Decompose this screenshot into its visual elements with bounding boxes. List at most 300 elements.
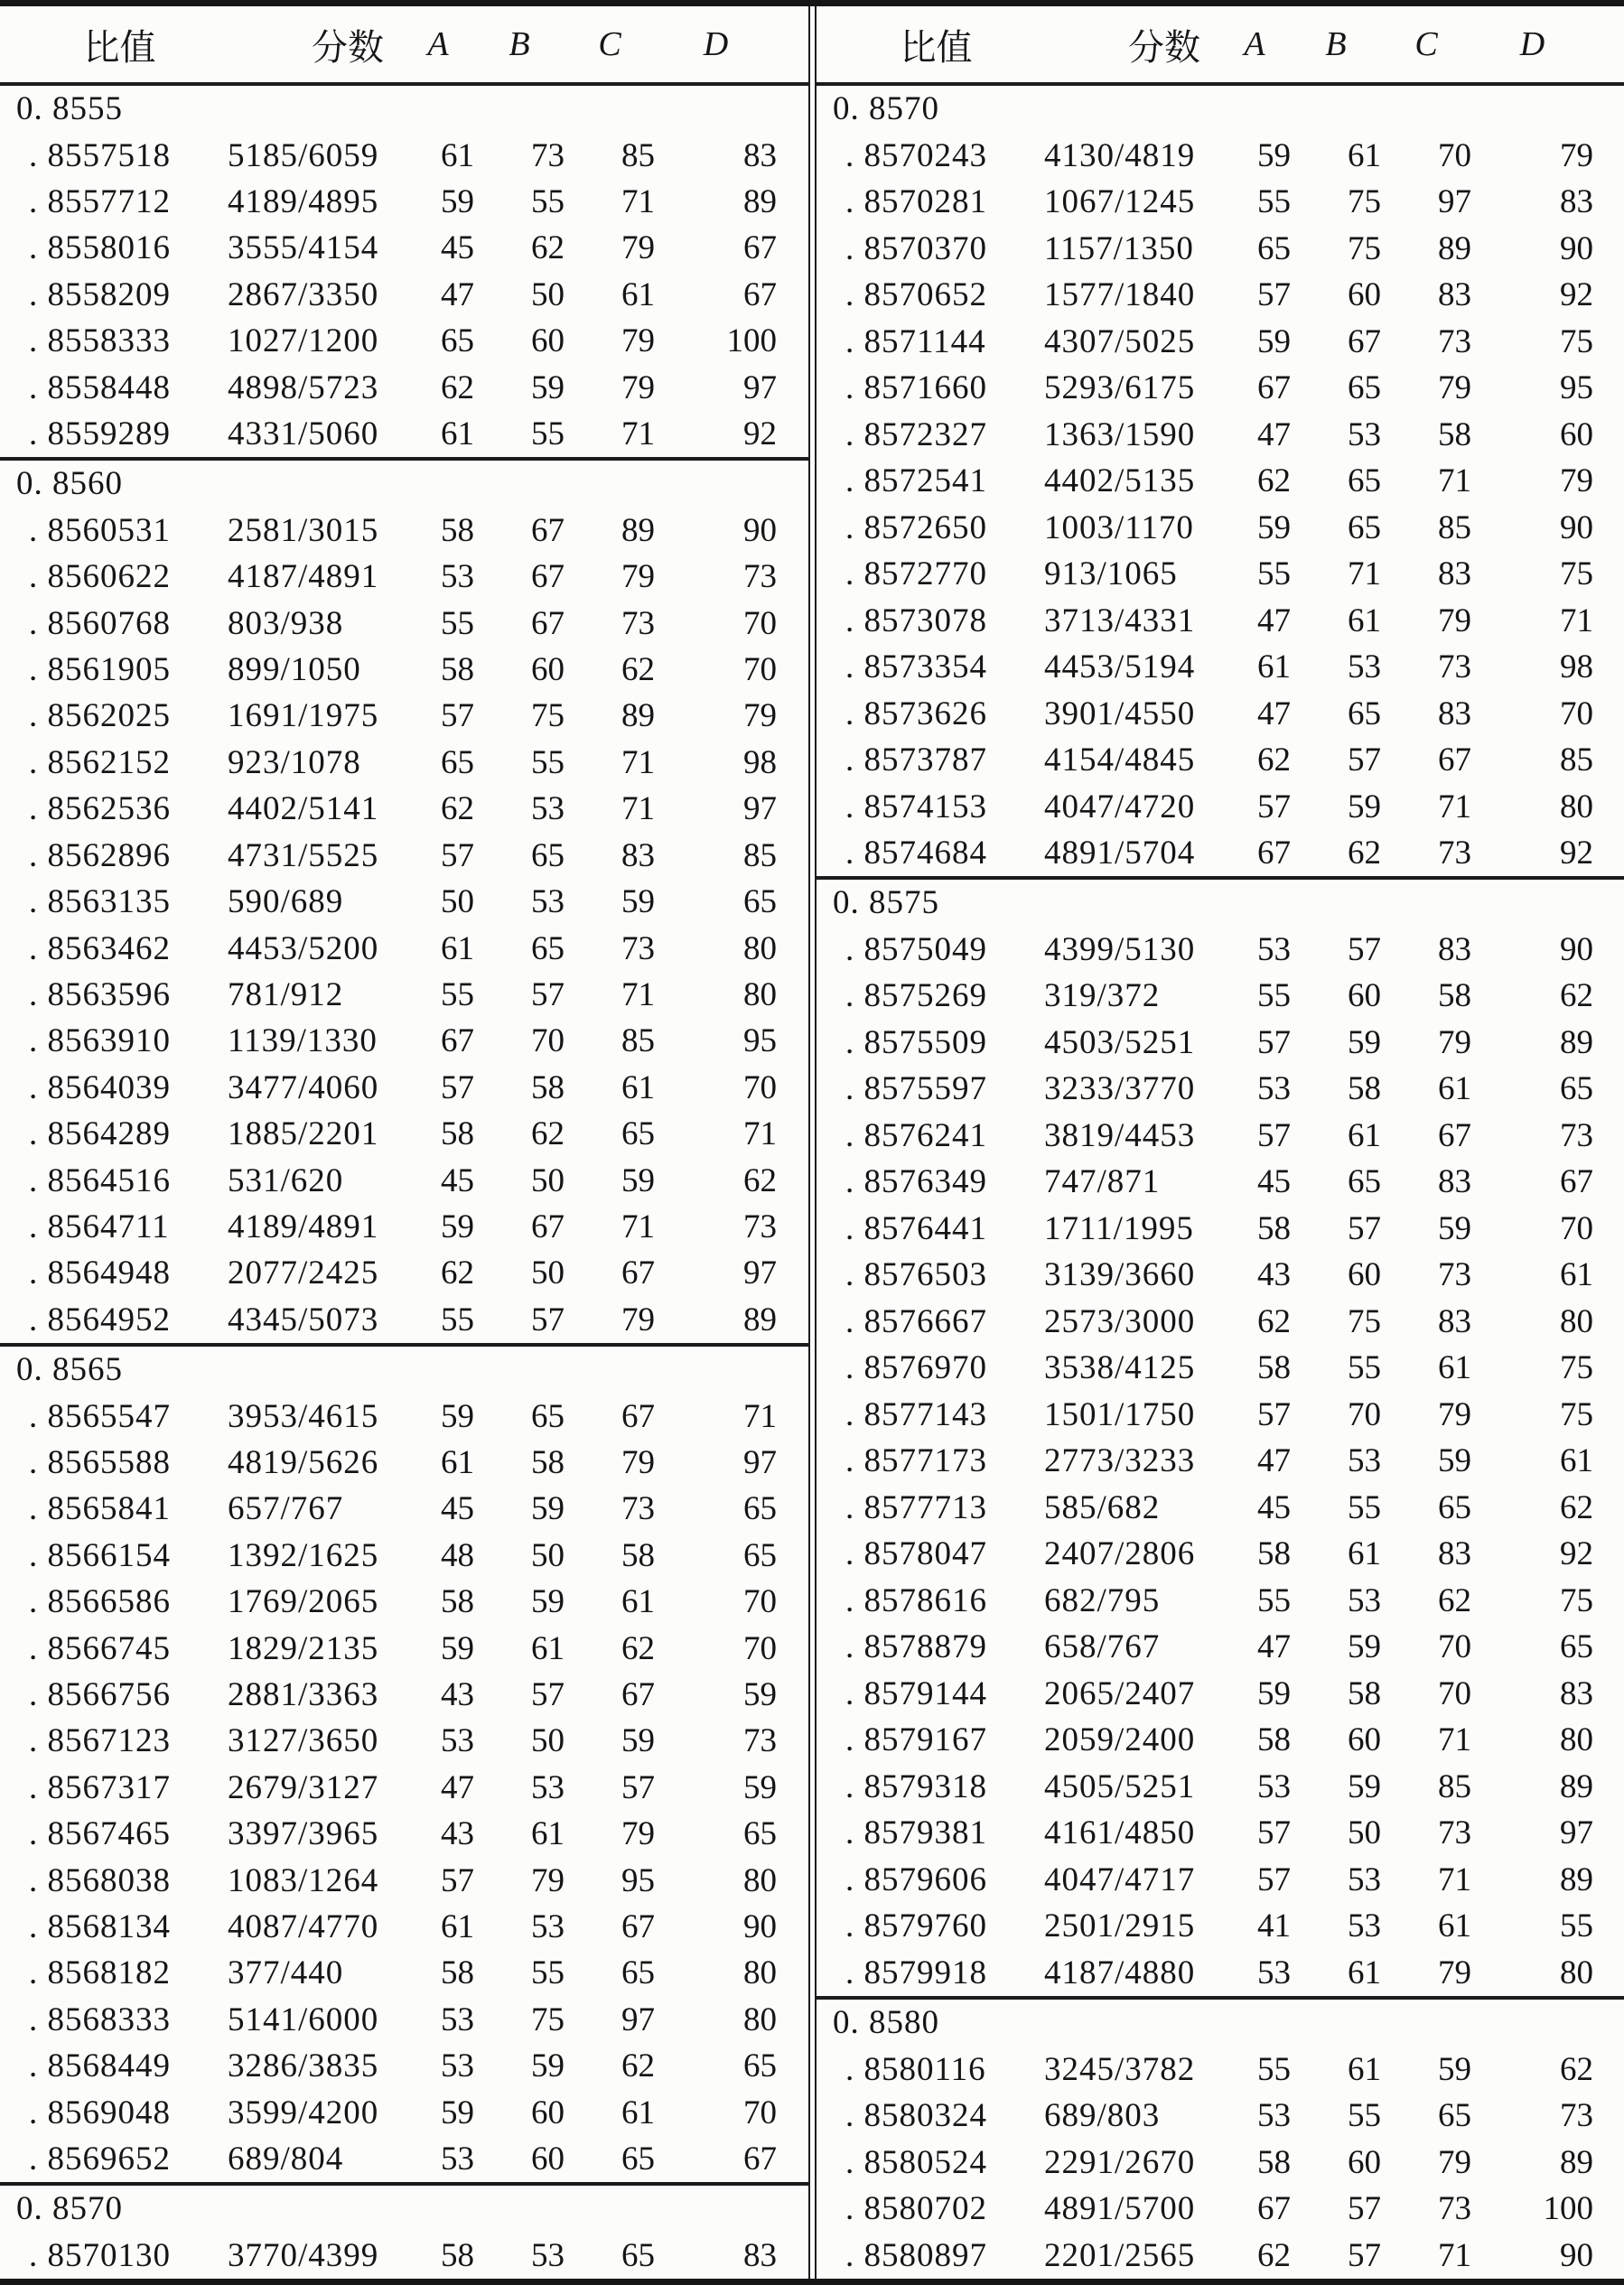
score-c-cell: 79: [1438, 602, 1471, 639]
table-row: [0, 1997, 808, 2043]
score-b-cell: 60: [1348, 1256, 1381, 1294]
score-d-cell: 61: [1560, 1256, 1593, 1294]
score-a-cell: 53: [441, 2001, 474, 2038]
table-row: [817, 1113, 1624, 1159]
score-c-cell: 62: [621, 651, 655, 689]
score-a-cell: 59: [1257, 1674, 1291, 1712]
ratio-cell: . 8558448: [29, 368, 171, 406]
score-c-cell: 79: [621, 1443, 655, 1481]
table-row: [0, 2089, 808, 2135]
fraction-cell: 4130/4819: [1044, 136, 1196, 174]
ratio-cell: . 8563596: [29, 975, 171, 1013]
table-row: [0, 1393, 808, 1439]
fraction-cell: 1691/1975: [228, 697, 379, 735]
ratio-cell: . 8574684: [845, 834, 987, 872]
score-a-cell: 65: [441, 743, 474, 781]
score-b-cell: 59: [1348, 788, 1381, 825]
group-header-row: [0, 1343, 808, 1393]
score-a-cell: 47: [1257, 695, 1291, 732]
ratio-cell: . 8564516: [29, 1161, 171, 1199]
table-row: [0, 1672, 808, 1718]
score-b-cell: 60: [1348, 276, 1381, 314]
fraction-cell: 1027/1200: [228, 322, 379, 360]
table-row: [0, 1625, 808, 1671]
table-row: [0, 693, 808, 739]
table-row: [0, 740, 808, 786]
score-b-cell: 50: [531, 275, 565, 313]
score-a-cell: 47: [1257, 415, 1291, 453]
ratio-cell: . 8562025: [29, 697, 171, 735]
score-a-cell: 57: [1257, 1395, 1291, 1433]
fraction-cell: 3770/4399: [228, 2236, 379, 2274]
score-c-cell: 97: [621, 2001, 655, 2038]
fraction-cell: 4189/4895: [228, 183, 379, 221]
table-row: [0, 1297, 808, 1343]
score-c-cell: 71: [621, 183, 655, 221]
score-c-cell: 59: [621, 883, 655, 921]
score-b-cell: 67: [531, 511, 565, 549]
score-d-cell: 92: [1560, 276, 1593, 314]
score-a-cell: 55: [441, 1301, 474, 1338]
score-a-cell: 62: [1257, 462, 1291, 500]
score-a-cell: 65: [441, 322, 474, 360]
score-d-cell: 70: [743, 604, 777, 642]
fraction-cell: 682/795: [1044, 1581, 1161, 1619]
fraction-cell: 1157/1350: [1044, 229, 1194, 267]
table-row: [817, 272, 1624, 318]
group-header-row: [0, 86, 808, 132]
table-row: [0, 1440, 808, 1486]
score-d-cell: 65: [743, 1536, 777, 1574]
score-d-cell: 70: [743, 651, 777, 689]
score-c-cell: 62: [621, 1629, 655, 1667]
ratio-cell: . 8568134: [29, 1908, 171, 1946]
score-a-cell: 67: [441, 1022, 474, 1060]
group-header-row: [0, 457, 808, 507]
score-d-cell: 65: [1560, 1070, 1593, 1108]
score-d-cell: 95: [743, 1022, 777, 1060]
score-d-cell: 75: [1560, 322, 1593, 360]
score-d-cell: 100: [1543, 2190, 1593, 2228]
ratio-cell: . 8575509: [845, 1023, 987, 1061]
score-d-cell: 80: [743, 975, 777, 1013]
score-d-cell: 97: [1560, 1814, 1593, 1852]
column-header-d: D: [703, 25, 729, 63]
score-c-cell: 58: [1438, 977, 1471, 1015]
score-b-cell: 57: [1348, 741, 1381, 779]
ratio-cell: . 8571660: [845, 369, 987, 407]
score-a-cell: 62: [1257, 2236, 1291, 2274]
score-c-cell: 62: [1438, 1581, 1471, 1619]
fraction-cell: 5141/6000: [228, 2001, 379, 2038]
table-row: [817, 737, 1624, 783]
ratio-cell: . 8572327: [845, 415, 987, 453]
fraction-cell: 803/938: [228, 604, 344, 642]
fraction-cell: 2059/2400: [1044, 1721, 1196, 1759]
score-d-cell: 61: [1560, 1442, 1593, 1480]
ratio-cell: 0. 8570: [833, 90, 939, 128]
ratio-cell: . 8562896: [29, 836, 171, 874]
score-d-cell: 65: [743, 1815, 777, 1853]
table-row: [817, 1949, 1624, 1995]
score-d-cell: 59: [743, 1676, 777, 1714]
score-c-cell: 70: [1438, 1674, 1471, 1712]
score-d-cell: 100: [726, 322, 777, 360]
ratio-cell: . 8580116: [845, 2050, 986, 2088]
score-a-cell: 57: [1257, 1116, 1291, 1154]
ratio-cell: . 8557712: [29, 183, 171, 221]
table-row: [817, 132, 1624, 178]
fraction-cell: 3397/3965: [228, 1815, 379, 1853]
score-c-cell: 89: [621, 697, 655, 735]
table-row: [817, 179, 1624, 225]
table-row: [0, 1904, 808, 1950]
table-row: [817, 1345, 1624, 1391]
ratio-cell: . 8576441: [845, 1209, 987, 1247]
ratio-cell: . 8574153: [845, 788, 987, 825]
score-b-cell: 59: [531, 368, 565, 406]
table-row: [817, 1159, 1624, 1205]
fraction-cell: 4399/5130: [1044, 930, 1196, 968]
fraction-cell: 3245/3782: [1044, 2050, 1196, 2088]
score-b-cell: 65: [1348, 508, 1381, 546]
score-b-cell: 53: [1348, 1442, 1381, 1480]
score-b-cell: 65: [531, 929, 565, 967]
table-row: [817, 597, 1624, 643]
table-row: [817, 1763, 1624, 1809]
fraction-cell: 923/1078: [228, 743, 361, 781]
score-a-cell: 55: [441, 975, 474, 1013]
score-d-cell: 75: [1560, 1395, 1593, 1433]
table-row: [817, 318, 1624, 364]
score-d-cell: 70: [743, 2094, 777, 2131]
ratio-cell: . 8579167: [845, 1721, 987, 1759]
ratio-cell: . 8578879: [845, 1628, 987, 1666]
ratio-cell: . 8565588: [29, 1443, 171, 1481]
score-c-cell: 67: [621, 1397, 655, 1435]
score-c-cell: 59: [1438, 2050, 1471, 2088]
score-b-cell: 67: [531, 604, 565, 642]
score-c-cell: 79: [1438, 369, 1471, 407]
table-row: [0, 1533, 808, 1579]
score-c-cell: 62: [621, 2047, 655, 2085]
score-d-cell: 97: [743, 790, 777, 828]
score-a-cell: 61: [441, 1908, 474, 1946]
score-c-cell: 70: [1438, 1628, 1471, 1666]
score-b-cell: 58: [1348, 1070, 1381, 1108]
score-a-cell: 58: [441, 1115, 474, 1153]
table-row: [817, 2139, 1624, 2185]
score-a-cell: 62: [441, 790, 474, 828]
score-b-cell: 70: [1348, 1395, 1381, 1433]
score-a-cell: 65: [1257, 229, 1291, 267]
fraction-cell: 3538/4125: [1044, 1349, 1196, 1387]
score-b-cell: 60: [531, 2094, 565, 2131]
ratio-cell: . 8579144: [845, 1674, 987, 1712]
score-d-cell: 98: [743, 743, 777, 781]
score-b-cell: 55: [1348, 1488, 1381, 1526]
ratio-cell: . 8577173: [845, 1442, 987, 1480]
score-a-cell: 58: [441, 651, 474, 689]
score-a-cell: 45: [441, 229, 474, 267]
score-d-cell: 75: [1560, 1581, 1593, 1619]
score-a-cell: 41: [1257, 1907, 1291, 1945]
score-b-cell: 61: [1348, 1116, 1381, 1154]
score-d-cell: 62: [1560, 2050, 1593, 2088]
ratio-cell: . 8575269: [845, 977, 987, 1015]
score-c-cell: 65: [1438, 2097, 1471, 2135]
score-a-cell: 58: [441, 1954, 474, 1992]
fraction-cell: 1577/1840: [1044, 276, 1196, 314]
score-a-cell: 55: [1257, 555, 1291, 593]
table-row: [817, 1299, 1624, 1345]
score-a-cell: 45: [1257, 1488, 1291, 1526]
score-b-cell: 53: [1348, 1907, 1381, 1945]
score-a-cell: 43: [441, 1815, 474, 1853]
fraction-cell: 4819/5626: [228, 1443, 379, 1481]
score-a-cell: 58: [1257, 1349, 1291, 1387]
score-d-cell: 90: [1560, 930, 1593, 968]
score-d-cell: 97: [743, 1254, 777, 1292]
table-row: [0, 879, 808, 925]
score-b-cell: 59: [531, 1490, 565, 1528]
fraction-cell: 4047/4717: [1044, 1861, 1196, 1898]
fraction-cell: 1003/1170: [1044, 508, 1194, 546]
fraction-cell: 781/912: [228, 975, 344, 1013]
score-c-cell: 59: [1438, 1209, 1471, 1247]
table-row: [817, 225, 1624, 271]
ratio-cell: . 8562536: [29, 790, 171, 828]
score-a-cell: 55: [1257, 183, 1291, 221]
table-row: [817, 1717, 1624, 1763]
score-c-cell: 65: [621, 2140, 655, 2178]
score-d-cell: 89: [1560, 1861, 1593, 1898]
score-b-cell: 53: [1348, 1861, 1381, 1898]
table-row: [0, 179, 808, 225]
fraction-cell: 3477/4060: [228, 1068, 379, 1106]
score-c-cell: 61: [621, 275, 655, 313]
table-row: [0, 1811, 808, 1857]
table-row: [817, 1856, 1624, 1902]
score-d-cell: 80: [1560, 788, 1593, 825]
score-a-cell: 61: [441, 929, 474, 967]
ratio-cell: . 8568333: [29, 2001, 171, 2038]
fraction-cell: 3901/4550: [1044, 695, 1196, 732]
score-c-cell: 71: [621, 975, 655, 1013]
score-b-cell: 65: [1348, 1163, 1381, 1201]
score-c-cell: 85: [621, 136, 655, 174]
table-row: [817, 504, 1624, 550]
score-a-cell: 67: [1257, 2190, 1291, 2228]
score-b-cell: 57: [531, 975, 565, 1013]
ratio-cell: . 8560531: [29, 511, 171, 549]
fraction-cell: 1501/1750: [1044, 1395, 1196, 1433]
score-a-cell: 61: [441, 415, 474, 453]
ratio-cell: . 8568182: [29, 1954, 171, 1992]
table-left-half: [0, 6, 810, 2279]
ratio-cell: . 8573626: [845, 695, 987, 732]
fraction-cell: 4345/5073: [228, 1301, 379, 1338]
score-a-cell: 58: [1257, 1721, 1291, 1759]
score-b-cell: 60: [1348, 1721, 1381, 1759]
table-row: [0, 1111, 808, 1157]
score-c-cell: 65: [621, 2236, 655, 2274]
ratio-cell: . 8567465: [29, 1815, 171, 1853]
ratio-cell: . 8563910: [29, 1022, 171, 1060]
score-c-cell: 97: [1438, 183, 1471, 221]
score-c-cell: 79: [621, 1301, 655, 1338]
score-a-cell: 61: [1257, 648, 1291, 686]
ratio-cell: . 8578047: [845, 1535, 987, 1573]
score-a-cell: 59: [1257, 322, 1291, 360]
score-c-cell: 83: [1438, 276, 1471, 314]
table-row: [0, 411, 808, 457]
score-a-cell: 61: [441, 1443, 474, 1481]
score-a-cell: 43: [1257, 1256, 1291, 1294]
score-a-cell: 53: [441, 2047, 474, 2085]
score-b-cell: 53: [1348, 415, 1381, 453]
table-row: [817, 2046, 1624, 2092]
score-b-cell: 58: [531, 1443, 565, 1481]
score-c-cell: 73: [1438, 648, 1471, 686]
fraction-cell: 1885/2201: [228, 1115, 379, 1153]
fraction-cell: 4087/4770: [228, 1908, 379, 1946]
score-b-cell: 65: [531, 1397, 565, 1435]
table-row: [817, 830, 1624, 876]
score-a-cell: 59: [441, 1208, 474, 1245]
table-row: [0, 132, 808, 178]
ratio-cell: . 8570652: [845, 276, 987, 314]
score-a-cell: 57: [441, 697, 474, 735]
table-row: [817, 1020, 1624, 1066]
score-a-cell: 57: [1257, 1023, 1291, 1061]
score-d-cell: 95: [1560, 369, 1593, 407]
score-a-cell: 59: [1257, 508, 1291, 546]
ratio-cell: . 8564039: [29, 1068, 171, 1106]
score-d-cell: 90: [743, 511, 777, 549]
fraction-cell: 4505/5251: [1044, 1767, 1196, 1805]
score-b-cell: 55: [1348, 2097, 1381, 2135]
score-a-cell: 47: [1257, 1442, 1291, 1480]
score-b-cell: 50: [531, 1722, 565, 1760]
score-d-cell: 67: [743, 275, 777, 313]
fraction-cell: 4187/4880: [1044, 1954, 1196, 1991]
score-b-cell: 60: [531, 2140, 565, 2178]
ratio-cell: . 8562152: [29, 743, 171, 781]
score-b-cell: 57: [1348, 1209, 1381, 1247]
group-header-row: [0, 2182, 808, 2232]
table-row: [0, 1157, 808, 1203]
score-d-cell: 85: [1560, 741, 1593, 779]
score-a-cell: 53: [1257, 2097, 1291, 2135]
score-c-cell: 71: [1438, 1721, 1471, 1759]
ratio-cell: . 8580702: [845, 2190, 987, 2228]
score-a-cell: 55: [1257, 2050, 1291, 2088]
ratio-cell: . 8575597: [845, 1070, 987, 1108]
score-a-cell: 58: [441, 2236, 474, 2274]
score-b-cell: 55: [531, 743, 565, 781]
column-header-a: A: [427, 25, 449, 63]
table-row: [817, 365, 1624, 411]
score-a-cell: 55: [441, 604, 474, 642]
score-c-cell: 61: [1438, 1070, 1471, 1108]
score-d-cell: 98: [1560, 648, 1593, 686]
ratio-cell: . 8558209: [29, 275, 171, 313]
table-row: [817, 1485, 1624, 1531]
table-row: [817, 1624, 1624, 1670]
score-c-cell: 58: [621, 1536, 655, 1574]
table-row: [0, 554, 808, 600]
score-c-cell: 73: [621, 604, 655, 642]
score-a-cell: 59: [1257, 136, 1291, 174]
table-row: [0, 833, 808, 879]
table-row: [817, 458, 1624, 504]
ratio-cell: . 8557518: [29, 136, 171, 174]
ratio-cell: . 8564948: [29, 1254, 171, 1292]
score-a-cell: 59: [441, 183, 474, 221]
score-c-cell: 71: [621, 415, 655, 453]
score-b-cell: 61: [1348, 1535, 1381, 1573]
score-a-cell: 57: [441, 836, 474, 874]
score-b-cell: 50: [531, 1536, 565, 1574]
score-a-cell: 58: [1257, 1535, 1291, 1573]
score-a-cell: 47: [1257, 1628, 1291, 1666]
fraction-cell: 4453/5200: [228, 929, 379, 967]
score-a-cell: 53: [1257, 1070, 1291, 1108]
score-b-cell: 75: [1348, 1302, 1381, 1340]
score-d-cell: 67: [743, 2140, 777, 2178]
score-c-cell: 71: [621, 743, 655, 781]
fraction-cell: 1829/2135: [228, 1629, 379, 1667]
ratio-cell: . 8565841: [29, 1490, 171, 1528]
ratio-cell: . 8564289: [29, 1115, 171, 1153]
fraction-cell: 1392/1625: [228, 1536, 379, 1574]
ratio-cell: . 8566586: [29, 1583, 171, 1621]
score-b-cell: 62: [531, 229, 565, 267]
score-c-cell: 71: [1438, 788, 1471, 825]
score-d-cell: 62: [1560, 977, 1593, 1015]
score-c-cell: 61: [621, 2094, 655, 2131]
score-c-cell: 61: [1438, 1907, 1471, 1945]
score-d-cell: 67: [743, 229, 777, 267]
score-b-cell: 58: [531, 1068, 565, 1106]
table-row: [817, 1206, 1624, 1252]
score-d-cell: 70: [743, 1583, 777, 1621]
fraction-cell: 913/1065: [1044, 555, 1178, 593]
fraction-cell: 2201/2565: [1044, 2236, 1196, 2274]
table-row: [817, 2186, 1624, 2232]
score-b-cell: 53: [531, 790, 565, 828]
table-row: [817, 411, 1624, 457]
ratio-cell: . 8566745: [29, 1629, 171, 1667]
score-c-cell: 79: [1438, 1395, 1471, 1433]
table-row: [0, 1857, 808, 1903]
ratio-cell: . 8573078: [845, 602, 987, 639]
score-a-cell: 59: [441, 2094, 474, 2131]
score-c-cell: 79: [1438, 1023, 1471, 1061]
score-d-cell: 73: [743, 558, 777, 596]
table-row: [817, 1903, 1624, 1949]
score-b-cell: 53: [531, 2236, 565, 2274]
table-row: [817, 973, 1624, 1019]
ratio-cell: . 8570370: [845, 229, 987, 267]
table-row: [817, 1066, 1624, 1112]
right-rows: [817, 86, 1624, 2279]
fraction-cell: 4898/5723: [228, 368, 379, 406]
score-d-cell: 89: [1560, 2143, 1593, 2181]
score-c-cell: 71: [1438, 2236, 1471, 2274]
ratio-cell: . 8558333: [29, 322, 171, 360]
